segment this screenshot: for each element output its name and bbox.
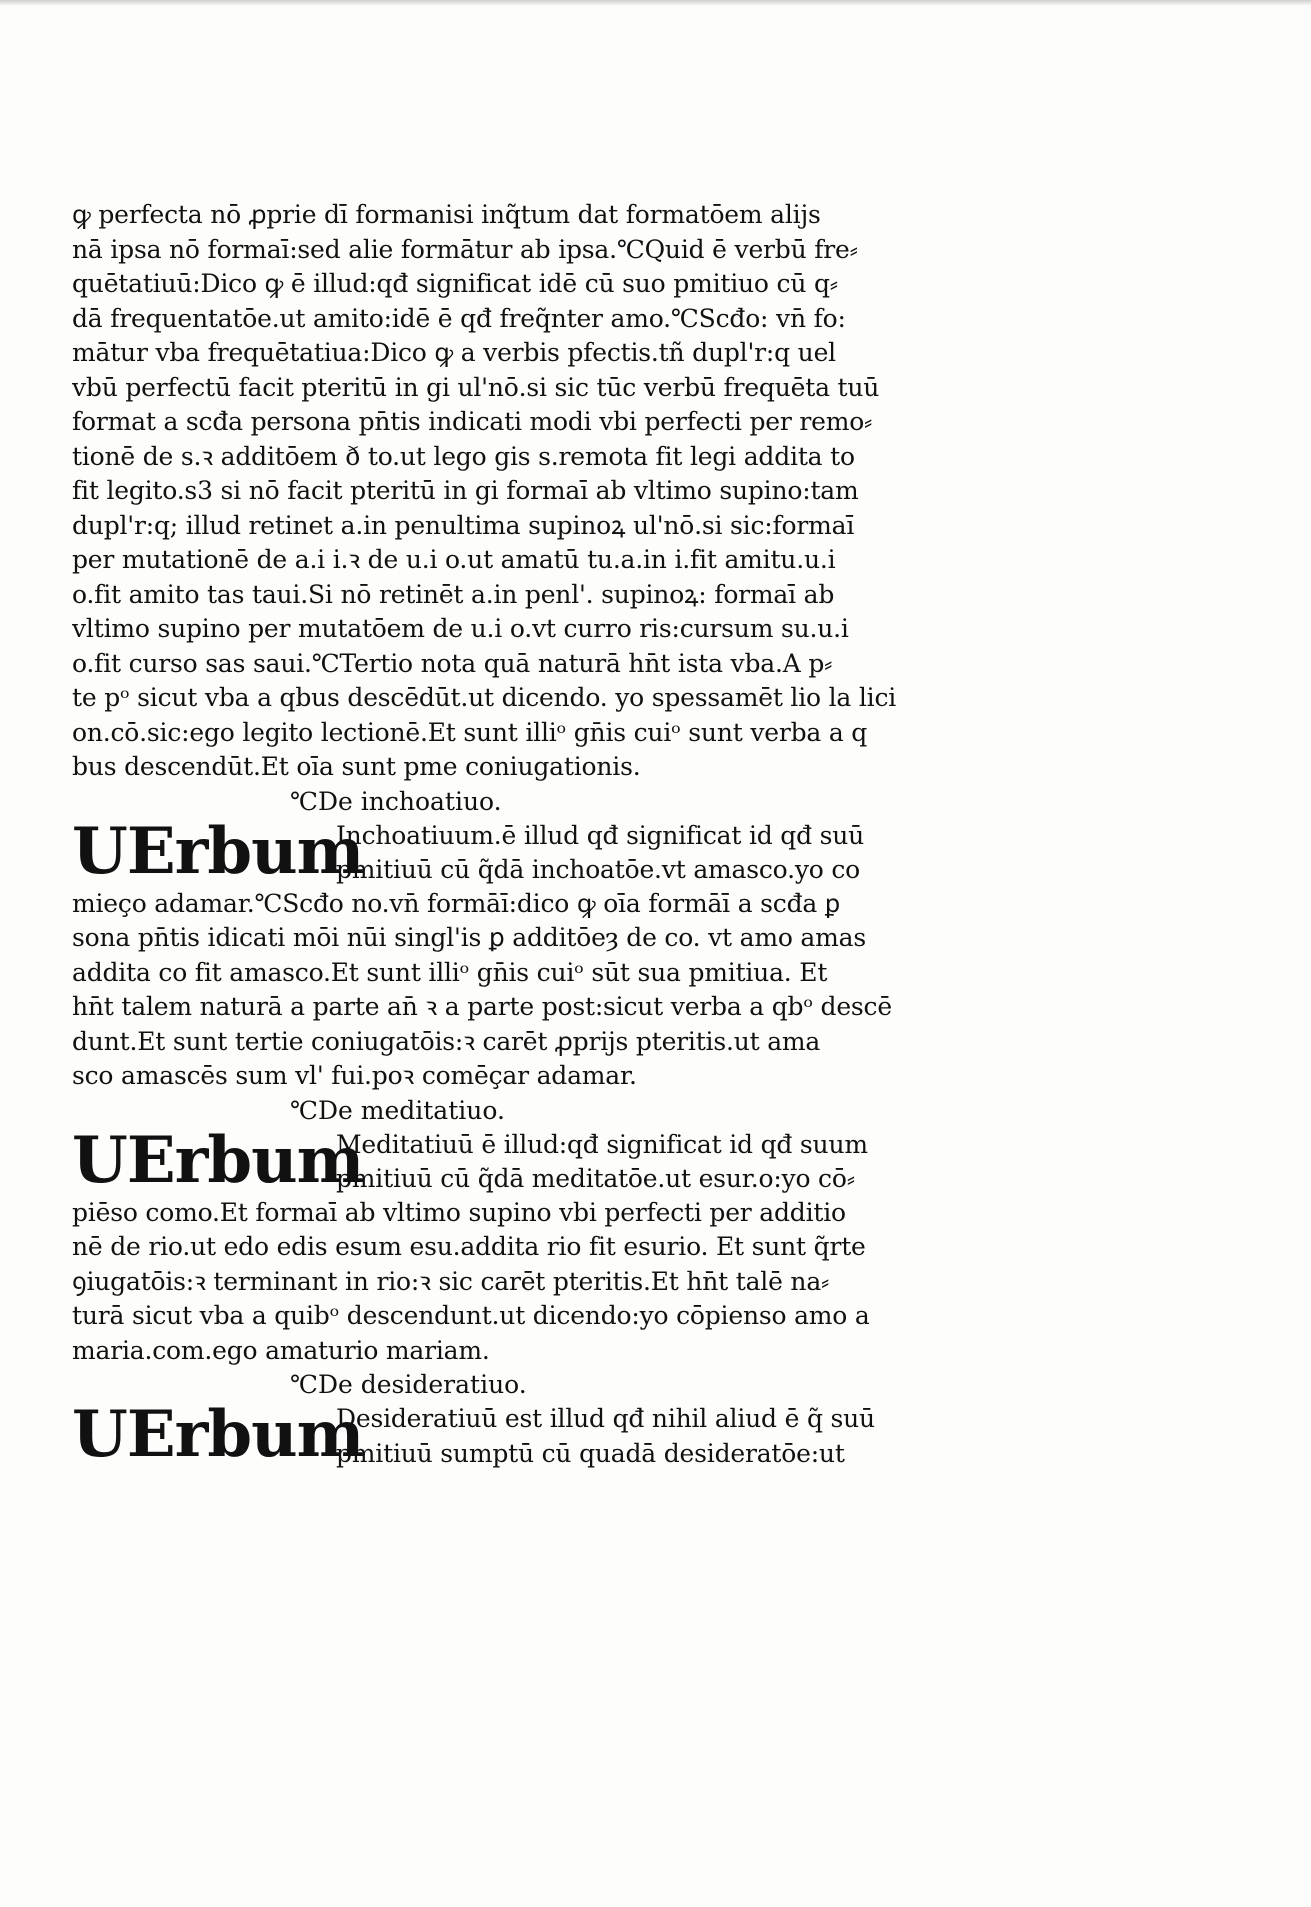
text-line: format a scđa persona pn̄tis indicati modi vbi perfecti per remo⸗ (72, 407, 873, 436)
drop-cap-word: UErbum (72, 813, 364, 889)
text-line: maria.com.ego amaturio mariam. (72, 1335, 490, 1365)
section-inchoatiuo (72, 785, 932, 1094)
drop-cap-row (72, 1122, 932, 1198)
drop-cap-word: UErbum (72, 1122, 364, 1198)
drop-cap-row (72, 1397, 932, 1472)
text-line: pmitiuū sumptū cū quadā desideratōe:ut (336, 1438, 845, 1468)
drop-cap-row (72, 813, 932, 889)
text-line: o.fit curso sas saui.℃Tertio nota quā naturā hn̄t ista vba.A p⸗ (72, 648, 833, 678)
text-line: Inchoatiuum.ē illud qđ significat id qđ suū (336, 820, 865, 850)
text-line: ꝯiugatōis:ꝛ terminant in rio:ꝛ sic carēt pteritis.Et hn̄t talē na⸗ (72, 1266, 830, 1296)
text-line: dā frequentatōe.ut amito:idē ē qđ freq̃nter amo.℃Scđo: vn̄ fo: (72, 303, 846, 333)
text-line: tionē de s.ꝛ additōem ð to.ut lego gis s.remota fit legi addita to (72, 441, 855, 471)
text-line: bus descendūt.Et oīa sunt pme coniugationis. (72, 752, 641, 781)
text-line: o.fit amito tas taui.Si nō retinēt a.in penl'. supinoꝝ: formaī ab (72, 579, 835, 609)
section-meditatiuo (72, 1094, 932, 1369)
text-line: mieço adamar.℃Scđo no.vn̄ formāī:dico ꝙ oīa formāī a scđa ꝑ (72, 888, 841, 918)
text-line: vbū perfectū facit pteritū in gi ul'nō.si sic tūc verbū frequēta tuū (72, 372, 880, 402)
text-line: mātur vba frequētatiua:Dico ꝙ a verbis pfectis.tñ dupl'r:q uel (72, 338, 836, 367)
text-line: sco amascēs sum vl' fui.poꝛ comēçar adamar. (72, 1061, 637, 1090)
section-desideratiuo (72, 1368, 932, 1470)
text-line: addita co fit amasco.Et sunt illiᵒ gn̄is cuiᵒ sūt sua pmitiua. Et (72, 957, 828, 987)
intro-paragraph (72, 198, 932, 785)
text-line: ꝙ perfecta nō ꝓprie dī formanisi inq̃tum dat formatōem alijs (72, 200, 821, 229)
drop-cap-text (330, 1128, 932, 1197)
text-line: dunt.Et sunt tertie coniugatōis:ꝛ carēt ꝓprijs pteritis.ut ama (72, 1026, 821, 1056)
section-heading: ℃De meditatiuo. (290, 1095, 505, 1125)
section-heading: ℃De desideratiuo. (290, 1370, 527, 1399)
text-line: quētatiuū:Dico ꝙ ē illud:qđ significat idē cū suo pmitiuo cū q⸗ (72, 269, 838, 298)
text-line: turā sicut vba a quibᵒ descendunt.ut dicendo:yo cōpienso amo a (72, 1301, 870, 1330)
text-line: Desideratiuū est illud qđ nihil aliud ē q̃ suū (336, 1404, 875, 1433)
section-heading: ℃De inchoatiuo. (290, 786, 502, 816)
text-line: on.cō.sic:ego legito lectionē.Et sunt illiᵒ gn̄is cuiᵒ sunt verba a q (72, 717, 868, 747)
text-line: fit legito.s3 si nō facit pteritū in gi formaī ab vltimo supino:tam (72, 476, 859, 505)
text-line: pmitiuū cū q̃dā inchoatōe.vt amasco.yo co (336, 855, 860, 884)
text-line: sona pn̄tis idicati mōi nūi singl'is ꝑ additōeȝ de co. vt amo amas (72, 923, 866, 952)
text-line: vltimo supino per mutatōem de u.i o.vt curro ris:cursum su.u.i (72, 614, 849, 643)
text-line: Meditatiuū ē illud:qđ significat id qđ suum (336, 1129, 868, 1159)
page-top-edge (0, 0, 1311, 6)
text-line: dupl'r:q; illud retinet a.in penultima supinoꝝ ul'nō.si sic:formaī (72, 510, 855, 540)
text-line: nē de rio.ut edo edis esum esu.addita rio fit esurio. Et sunt q̃rte (72, 1232, 866, 1261)
text-line: per mutationē de a.i i.ꝛ de u.i o.ut amatū tu.a.in i.fit amitu.u.i (72, 545, 836, 574)
text-line: piēso como.Et formaī ab vltimo supino vbi perfecti per additio (72, 1197, 846, 1227)
drop-cap-text (330, 1402, 932, 1471)
text-line: hn̄t talem naturā a parte an̄ ꝛ a parte post:sicut verba a qbᵒ descē (72, 992, 892, 1021)
text-line: te pᵒ sicut vba a qbus descēdūt.ut dicendo. yo spessamēt lio la lici (72, 683, 897, 712)
drop-cap-text (330, 819, 932, 888)
text-line: nā ipsa nō formaī:sed alie formātur ab ipsa.℃Quid ē verbū fre⸗ (72, 234, 858, 264)
document-text (72, 198, 932, 1470)
drop-cap-word: UErbum (72, 1397, 364, 1472)
text-line: pmitiuū cū q̃dā meditatōe.ut esur.o:yo cō⸗ (336, 1164, 855, 1193)
